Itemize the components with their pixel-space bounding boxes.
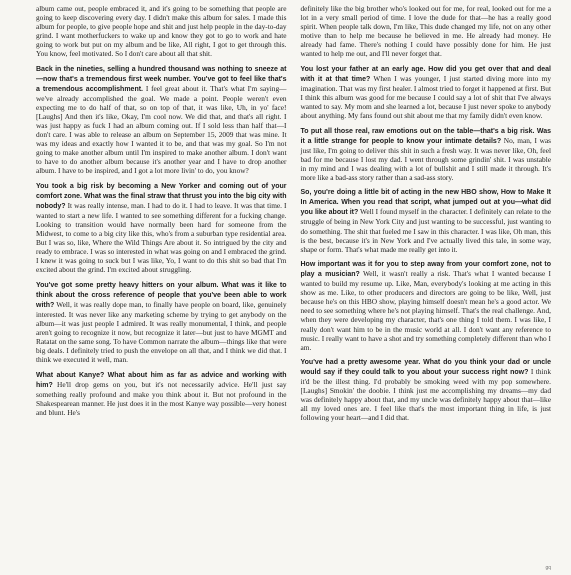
interview-question: To put all those real, raw emotions out on the table—that's a big risk. Was it a little strange for people to know your intimate details? (300, 127, 551, 145)
interview-question: You lost your father at an early age. How did you get over that and deal with it at that time? (300, 65, 551, 83)
interview-answer: Well, it was really dope man, to finally have people on board, like, genuinely interested. It was never like any marketing scheme by trying to get anybody on the album—it was just people I admired. It was really monumental, I think, and people aren't going to recognize it now, but recognize it later—but just to have MGMT and Ratatat on the same song. To have Common narrate the album—things like that were big deals. I definitely tried to push the envelope on all that, and I think we did that. I think we executed it well, man. (36, 299, 287, 365)
interview-answer: definitely like the big brother who's looked out for me, for real, looked out for me a lot in a very small period of time. I love the dude for that—he has a really good spirit. When people talk down, I'm like, This dude changed my life, not on any other motive than to help me because he believed in me. He already had money. He already had fame. There's nothing I could have possibly done for him. He just wanted to help me out, and I'll never forget that. (300, 4, 551, 59)
interview-paragraph (301, 187, 552, 253)
interview-question: What about Kanye? What about him as far as advice and working with him? (36, 371, 287, 389)
interview-paragraph (301, 357, 552, 422)
interview-question: How important was it for you to step away from your comfort zone, not to play a musician? (300, 261, 551, 279)
interview-question: So, you're doing a little bit of acting in the new HBO show, How to Make It In America. When you read that script, what jumped out at you—what did you like about it? (300, 189, 551, 217)
interview-paragraph (36, 64, 287, 176)
right-column (301, 4, 552, 575)
interview-answer: I think it'd be the illest thing. I'd probably be smoking weed with my pop somewhere. [Laughs] Smokin' the doobie. I think just me accomplishing my dreams—my dad was definitely happy about that, and my uncle was definitely happy about that—like all my loved ones are. I feel like that's the most important thing in life, is just following your heart—and I did that. (300, 367, 551, 423)
interview-question: You've got some pretty heavy hitters on your album. What was it like to think about the cross reference of people that you've been able to work with? (36, 281, 287, 309)
interview-paragraph (36, 181, 287, 274)
interview-paragraph (301, 4, 552, 58)
interview-answer: No, man, I was just like, I'm going to deliver this shit in such a fresh way. It was never like, Oh, feel bad for me because I lost my dad. I went through some grindin' shit. I was unstable in my mind and I was dealing with a lot of bullshit and I still made it through. It's more like a bad-ass story rather than a sad-ass story. (300, 135, 551, 182)
interview-paragraph (36, 370, 287, 417)
interview-question: You've had a pretty awesome year. What do you think your dad or uncle would say if they could talk to you about your success right now? (300, 359, 551, 377)
interview-paragraph (301, 126, 552, 182)
interview-answer: I feel great about it. That's what I'm saying—we've already accomplished the goal. We made a point. People weren't even expecting me to do half of that, so on top of that, it was like, Uh, in yo' face! [Laughs] And then it's like, Okay, I'm cool now. We did that, and that's all right. I was just happy as fuck I had an album coming out. If I sold less than half that—I don't care. I was able to release an album on September 15, 2009 that was mine. It was my ideas and exactly how I wanted it to be, and that was my goal. So I'm not going to make another album until I'm inspired to make another album. I don't want to have to do another album because it's another year and I have to drop another album. I have to be inspired, and I got a lot more livin' to do, you know? (36, 83, 287, 176)
interview-answer: When I was younger, I just started diving more into my imagination. That was my first healer. I almost tried to forget it happened at first. But I think this album was good for me because I could say a lot of shit that I've always wanted to say. My mom and she learned a lot, because I just never spoke to anybody about anything. My fans found out shit about me that my family didn't even know. (300, 73, 551, 121)
interview-paragraph (36, 4, 287, 58)
interview-question: Back in the nineties, selling a hundred thousand was nothing to sneeze at—now that's a tremendous first week number. You've got to feel like that's a tremendous accomplishment. (36, 65, 287, 93)
interview-paragraph (301, 64, 552, 120)
interview-answer: He'll drop gems on you, but it's not necessarily advice. He'll just say something really profound and make you think about it. But not profound in the Shakespearean manner. He just does it in the most Kanye way possible—very honest and blunt. He's (36, 379, 287, 417)
interview-answer: Well I found myself in the character. I definitely can relate to the struggle of being in New York City and just wanting to be successful, just wanting to do something. The shit that fueled me I saw in this character. I was like, Oh man, this is the best, because it's in New York and I've actually lived this tale, in some way, shape or form. That's what made me really get into it. (300, 207, 552, 254)
interview-paragraph (301, 259, 552, 351)
interview-paragraph (36, 280, 287, 364)
interview-question: You took a big risk by becoming a New Yorker and coming out of your comfort zone. What was the final straw that thrust you into the big city with nobody? (36, 182, 287, 210)
left-column (36, 4, 287, 575)
interview-answer: It was really intense, man. I had to do it. I had to leave. It was that time. I wanted to start a new life. I wanted to see something different for a fucking change. Looking to transition would have normally been hard for someone from the Midwest, to come to a big city like this, who's from a suburban type residential area. But I was so, like, Where the Wild Things Are about it. So intrigued by the city and ready to embrace. I was so interested in what was going on and I embraced the grind. I knew it was going to suck but I was like, Yo, I want to do this shit so bad that I'm excited about the grind. I'm excited about struggling. (36, 200, 287, 275)
page-folio: gq (545, 565, 551, 571)
interview-answer: album came out, people embraced it, and it's going to be something that people are going to keep discovering every day. I didn't make this album for sales. I made this album for people, to give people hope and shit and just help people in the day-to-day grind. I want motherfuckers to wake up and know they got to go to work and hate going to work but put on my album and be like, All right, I got to get through this. You know, feel motivated. So I don't care about all that shit. (36, 4, 287, 59)
interview-answer: Well, it wasn't really a risk. That's what I wanted because I wanted to build my resume up. Like, Man, everybody's looking at me acting in this show as me. Like, to other producers and directors are going to be like, Well, just because he's on this HBO show, playing himself doesn't mean he's a good actor. We need to see something where he's not playing himself. That's the real challenge. And, when they were developing my character, that's one thing I told them. I was like, I really don't want him to be in the music world at all. I don't want any reference to music. I really want to have a shot and try something completely different than who I am. (300, 269, 551, 352)
